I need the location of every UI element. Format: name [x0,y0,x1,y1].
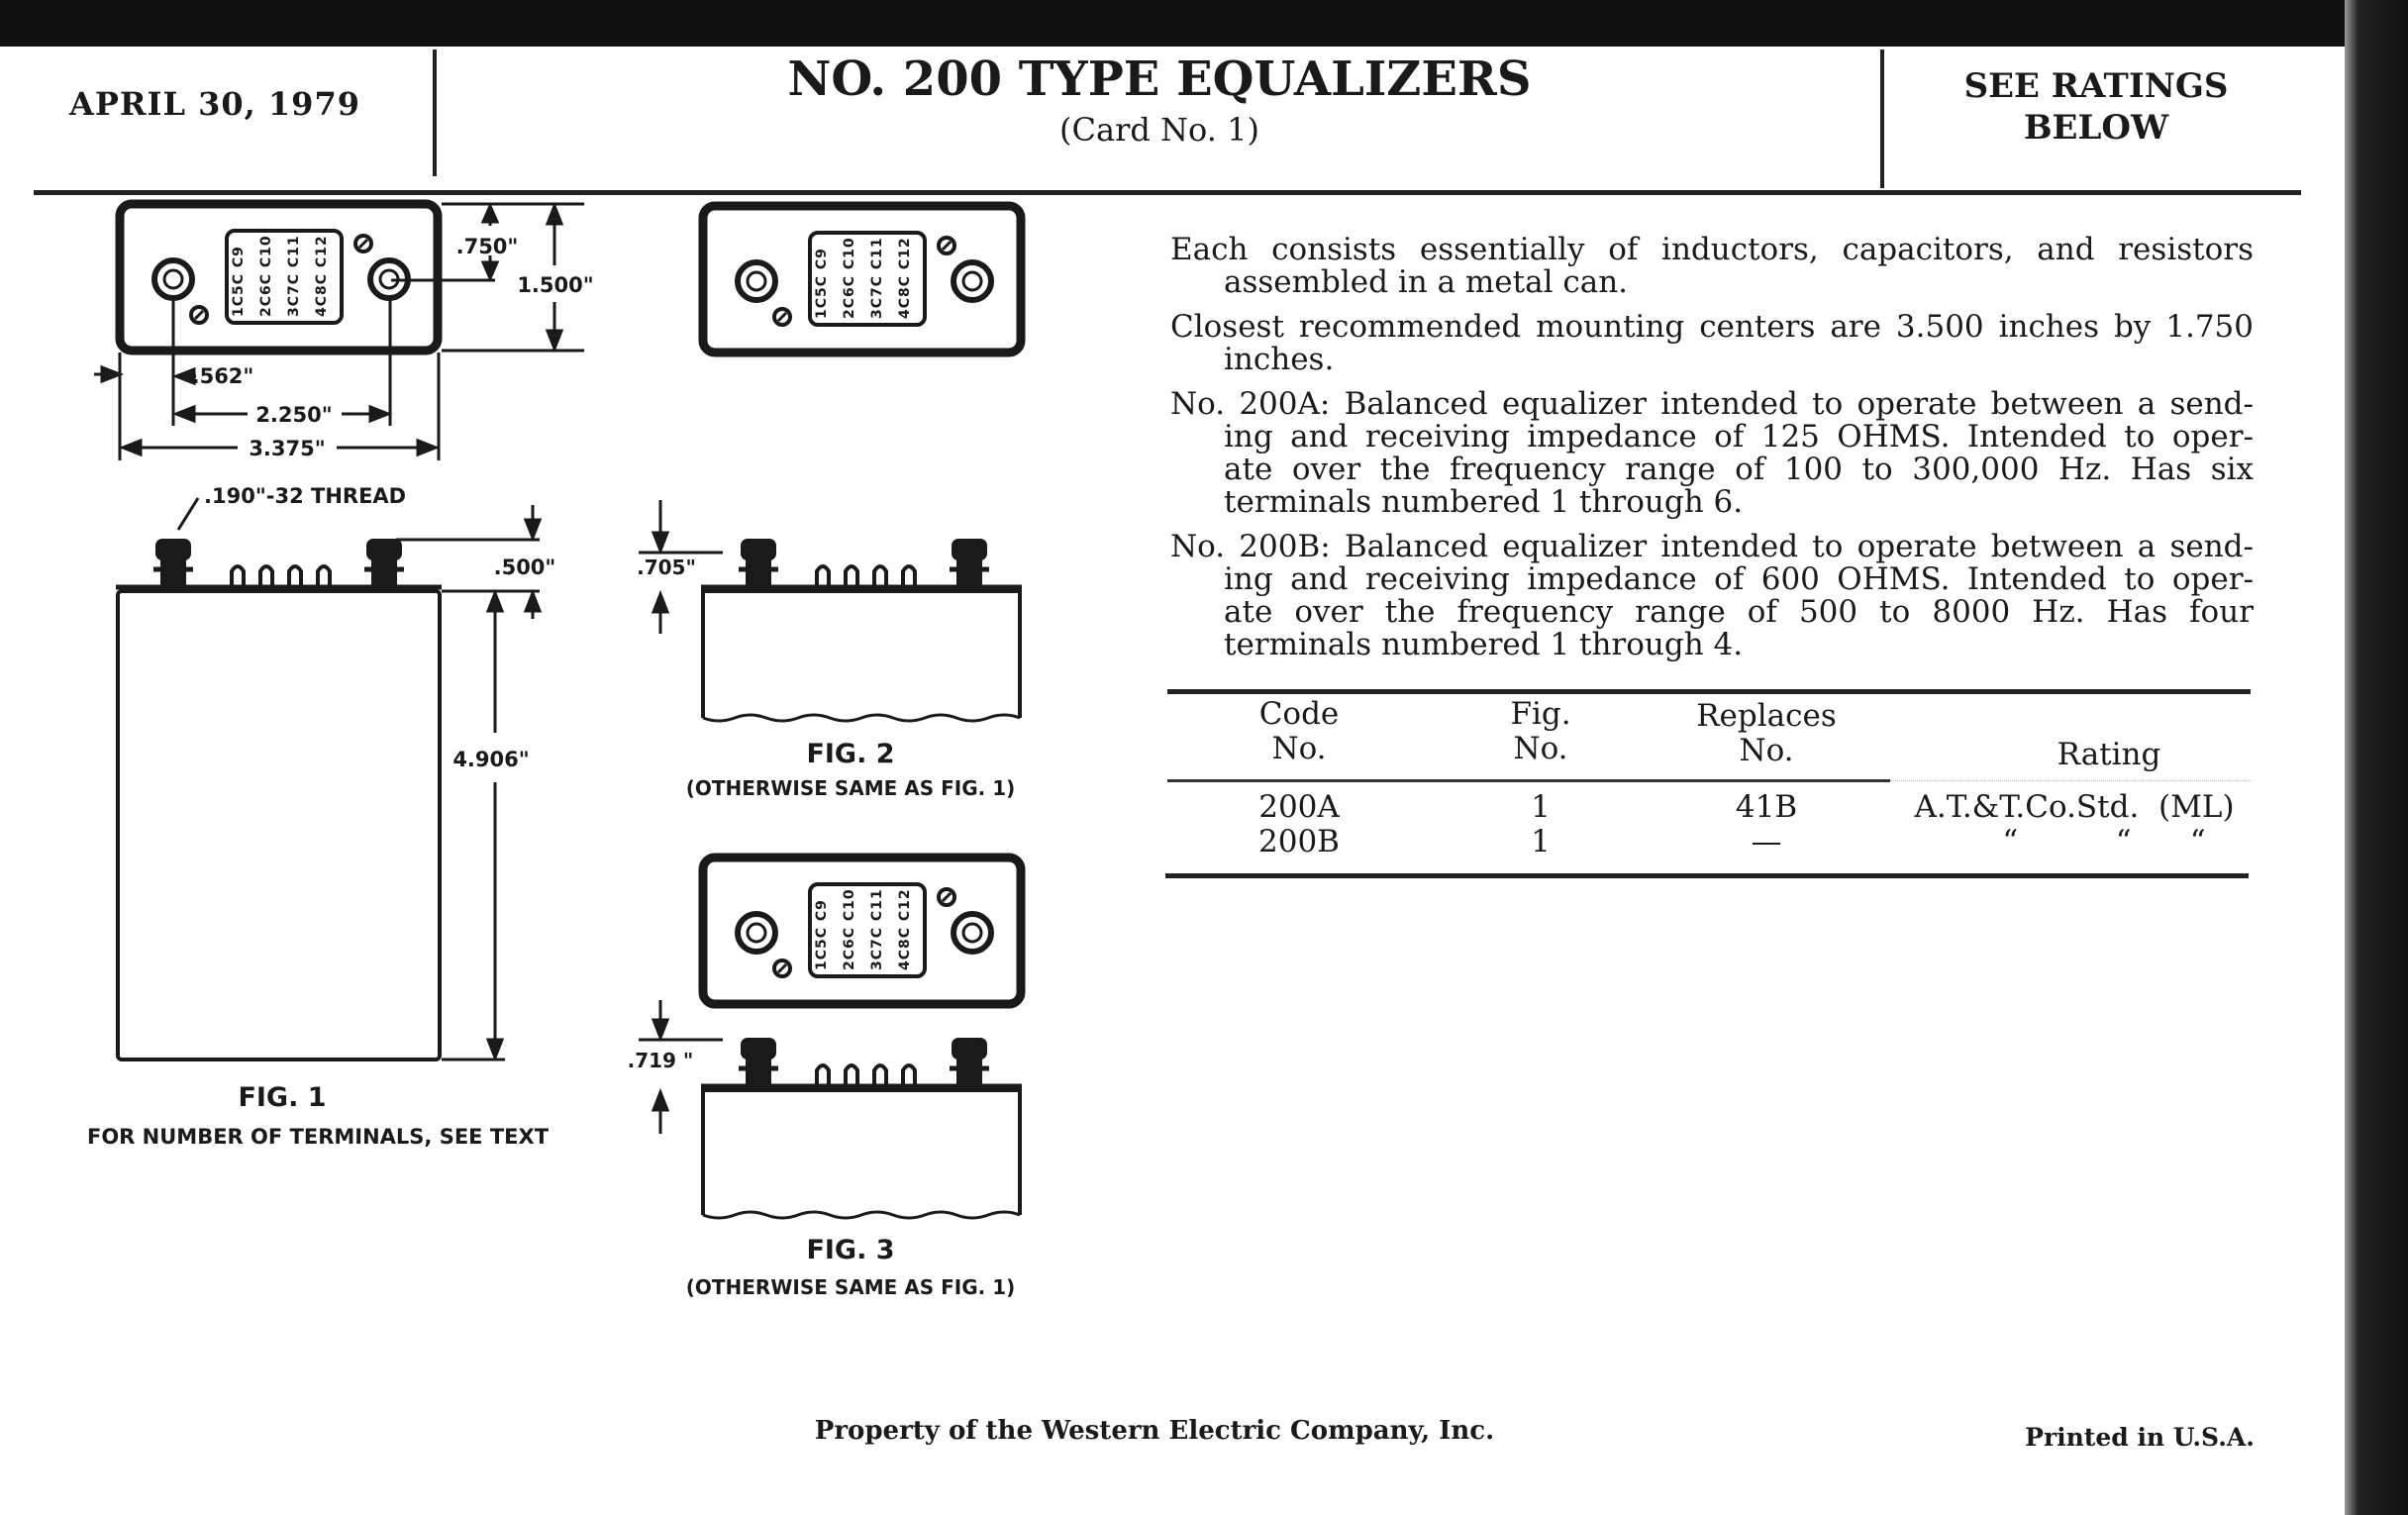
dim-750: .750" [455,235,519,258]
solder-terminal [289,566,301,586]
terminal-label: 2C6C C10 [842,237,857,319]
solder-terminal [846,566,857,586]
can-body [703,591,1020,718]
text-line: Closest recommended mounting centers are 3.500 inches by 1.750 [1170,309,2254,345]
card-date: APRIL 30, 1979 [69,85,360,123]
binding-post-nut-icon [738,262,775,300]
binding-post-stem [747,557,770,587]
text-line: ate over the frequency range of 100 to 300,000 Hz. Has six [1224,452,2254,487]
text-line: assembled in a metal can. [1224,264,1629,300]
terminal-label: 1C5C C9 [814,248,830,319]
binding-post-nut-icon [953,262,991,300]
terminal-label: 2C6C C10 [258,235,274,317]
fig2-note: (OTHERWISE SAME AS FIG. 1) [685,776,1016,800]
fig1-note: FOR NUMBER OF TERMINALS, SEE TEXT [86,1125,550,1149]
binding-post-stem [957,557,981,587]
footer-printed: Printed in U.S.A. [2025,1423,2255,1452]
fig1-label: FIG. 1 [238,1082,327,1113]
dim-719: .719 " [627,1049,694,1072]
dim-2250: 2.250" [255,403,333,427]
text-line: terminals numbered 1 through 6. [1224,484,1744,520]
text-line: No. 200A: Balanced equalizer intended to operate between a send- [1170,386,2254,422]
fig3-label: FIG. 3 [806,1235,895,1265]
solder-terminal [817,566,829,586]
text-line: ate over the frequency range of 500 to 8000 Hz. Has four [1224,594,2254,630]
dim-4906: 4.906" [452,748,530,771]
text-line: inches. [1224,342,1335,377]
header-text: Fig. [1510,696,1571,732]
page-title: NO. 200 TYPE EQUALIZERS [787,51,1532,107]
header-text: Rating [2057,737,2161,772]
binding-post-stem [957,1057,981,1086]
terminal-label: 3C7C C11 [869,888,885,970]
binding-post-icon [963,924,981,942]
cell-fig: 1 [1531,824,1551,859]
fig2-side-view [701,540,1022,721]
binding-post-nut-icon [953,914,991,952]
screw-slot [943,893,951,901]
screw-slot [778,313,786,321]
binding-post-icon [748,924,765,942]
terminal-label: 2C6C C10 [842,888,857,970]
solder-terminal [903,566,915,586]
cell-code: 200B [1258,824,1340,859]
binding-post-nut-icon [738,914,775,952]
solder-terminal [260,566,272,586]
terminal-label: 4C8C C12 [314,235,330,317]
screw-slot [195,311,203,319]
break-line [703,1212,1020,1218]
footer-property: Property of the Western Electric Company, Inc. [814,1416,1495,1446]
card-number: (Card No. 1) [1059,111,1259,149]
solder-terminal [874,1065,886,1085]
terminal-label: 1C5C C9 [814,899,830,970]
fig3-side-view [701,1039,1022,1218]
ratings-line-1: SEE RATINGS [1963,66,2229,106]
dim-562: .562" [191,364,254,388]
fig2-top-view [703,206,1021,353]
header-text: No. [1271,731,1327,766]
binding-post-icon [748,272,765,290]
break-line [703,715,1020,721]
dim-3375: 3.375" [249,437,326,460]
terminal-label: 1C5C C9 [231,246,247,317]
text-line: terminals numbered 1 through 4. [1224,627,1744,662]
dim-thread: .190"-32 THREAD [204,484,407,508]
solder-terminal [903,1065,915,1085]
binding-post-stem [372,557,396,587]
binding-post-stem [161,557,185,587]
dim-500: .500" [493,556,556,579]
cell-replaces: — [1751,824,1782,859]
solder-terminal [232,566,244,586]
header-text: Replaces [1696,698,1837,734]
cell-fig: 1 [1531,789,1551,825]
terminal-label: 3C7C C11 [286,235,302,317]
header-text: No. [1513,731,1568,766]
fig3-top-view [703,858,1021,1004]
solder-terminal [846,1065,857,1085]
cell-replaces: 41B [1735,789,1798,825]
text-line: No. 200B: Balanced equalizer intended to operate between a send- [1170,529,2254,564]
cell-rating: A.T.&T.Co.Std. (ML) [1914,789,2235,825]
terminal-label: 3C7C C11 [869,237,885,319]
header-text: Code [1258,696,1340,732]
binding-post-icon [963,272,981,290]
text-line: Each consists essentially of inductors, capacitors, and resistors [1170,232,2254,267]
solder-terminal [817,1065,829,1085]
fig1-side-view [116,540,442,1060]
fig3-note: (OTHERWISE SAME AS FIG. 1) [685,1275,1016,1299]
solder-terminal [874,566,886,586]
solder-terminal [318,566,330,586]
ratings-line-2: BELOW [2023,108,2169,148]
header-text: No. [1739,733,1794,768]
fig1-dimension-lines [94,204,723,1134]
terminal-label: 4C8C C12 [897,888,913,970]
dim-1500: 1.500" [517,273,594,297]
can-body [703,1090,1020,1215]
cell-code: 200A [1258,789,1340,825]
text-line: ing and receiving impedance of 600 OHMS. Intended to oper- [1224,561,2254,597]
binding-post-nut-icon [154,260,192,298]
binding-post-icon [164,270,182,288]
screw-slot [943,242,951,250]
binding-post-stem [747,1057,770,1086]
can-body [118,591,440,1060]
text-line: ing and receiving impedance of 125 OHMS. Intended to oper- [1224,419,2254,454]
terminal-label: 4C8C C12 [897,237,913,319]
can-outline [703,206,1021,353]
dim-705: .705" [637,556,696,579]
fig2-label: FIG. 2 [806,739,895,769]
screw-slot [778,964,786,972]
cell-rating: “ “ “ [2002,824,2206,859]
can-outline [703,858,1021,1004]
screw-slot [359,240,367,248]
